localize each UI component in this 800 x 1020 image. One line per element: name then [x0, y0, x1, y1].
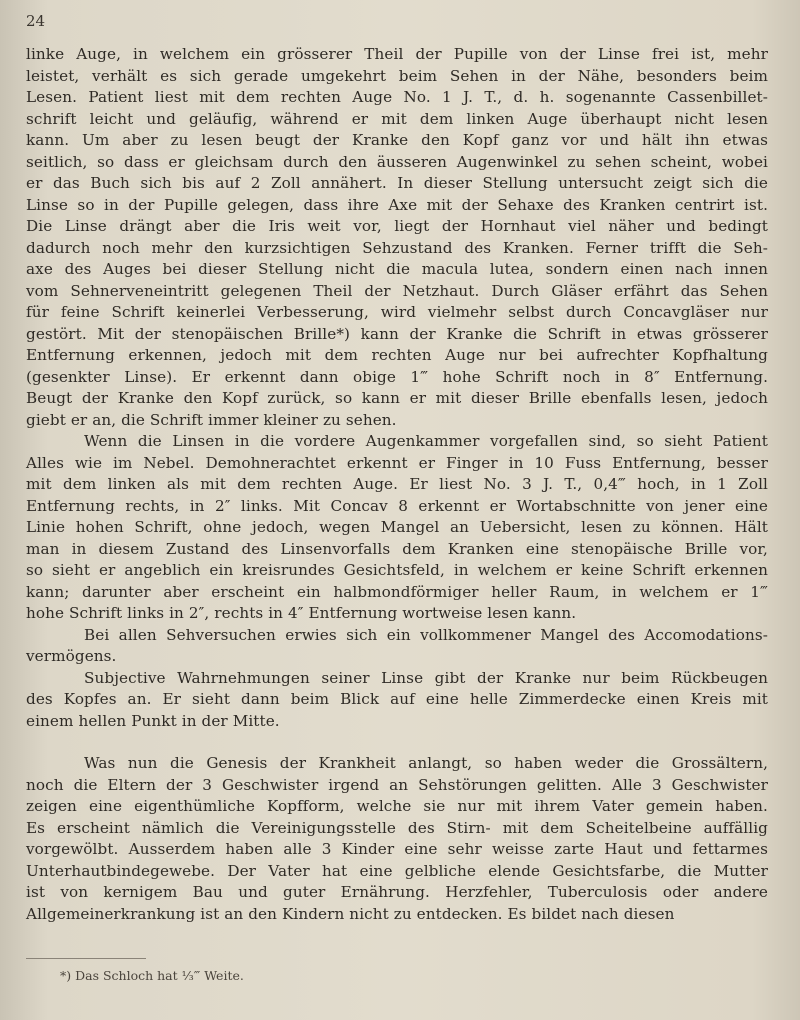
paragraph	[26, 668, 768, 733]
paragraph	[26, 625, 768, 668]
text-line: Beugt der Kranke den Kopf zurück, so kann er mit dieser Brille ebenfalls lesen, jedoch	[26, 389, 768, 407]
text-line: ist von kernigem Bau und guter Ernährung. Herzfehler, Tuberculosis oder andere	[26, 883, 768, 901]
body-text	[26, 44, 768, 925]
text-line: für feine Schrift keinerlei Verbesserung, wird vielmehr selbst durch Concavgläser nur	[26, 303, 768, 321]
text-line: Es erscheint nämlich die Vereinigungsstelle des Stirn- mit dem Scheitelbeine auffällig	[26, 818, 768, 837]
text-line: linke Auge, in welchem ein grösserer Theil der Pupille von der Linse frei ist, mehr	[26, 45, 768, 63]
text-line: kann. Um aber zu lesen beugt der Kranke den Kopf ganz vor und hält ihn etwas	[26, 131, 768, 149]
text-line: Entfernung rechts, in 2″ links. Mit Concav 8 erkennt er Wortabschnitte von jener eine	[26, 496, 768, 515]
text-line: man in diesem Zustand des Linsenvorfalls dem Kranken eine stenopäische Brille vor,	[26, 539, 768, 558]
text-line: so sieht er angeblich ein kreisrundes Gesichtsfeld, in welchem er keine Schrift erkennen	[26, 561, 768, 579]
text-line: Unterhautbindegewebe. Der Vater hat eine gelbliche elende Gesichtsfarbe, die Mutter	[26, 861, 768, 880]
text-line: Wenn die Linsen in die vordere Augenkammer vorgefallen sind, so sieht Patient	[84, 432, 768, 450]
text-line: Alles wie im Nebel. Demohnerachtet erkennt er Finger in 10 Fuss Entfernung, besser	[26, 453, 768, 472]
text-line: zeigen eine eigenthümliche Kopfform, welche sie nur mit ihrem Vater gemein haben.	[26, 797, 768, 815]
paragraph	[26, 44, 768, 431]
footnote-divider	[26, 958, 146, 959]
text-line: seitlich, so dass er gleichsam durch den äusseren Augenwinkel zu sehen scheint, wobei	[26, 152, 768, 171]
text-line: axe des Auges bei dieser Stellung nicht die macula lutea, sondern einen nach innen	[26, 260, 768, 278]
text-line: er das Buch sich bis auf 2 Zoll annähert. In dieser Stellung untersucht zeigt sich die	[26, 174, 768, 192]
text-line: vorgewölbt. Ausserdem haben alle 3 Kinder eine sehr weisse zarte Haut und fettarmes	[26, 840, 768, 858]
text-line: noch die Eltern der 3 Geschwister irgend an Sehstörungen gelitten. Alle 3 Geschwister	[26, 775, 768, 794]
paragraph	[26, 431, 768, 625]
text-line: einem hellen Punkt in der Mitte.	[26, 711, 280, 730]
text-line: Die Linse drängt aber die Iris weit vor, liegt der Hornhaut viel näher und bedingt	[26, 217, 768, 235]
text-line: hohe Schrift links in 2″, rechts in 4″ Entfernung wortweise lesen kann.	[26, 604, 577, 622]
text-line: Allgemeinerkrankung ist an den Kindern nicht zu entdecken. Es bildet nach diesen	[26, 904, 675, 923]
text-line: vermögens.	[26, 647, 117, 665]
page-number: 24	[26, 12, 46, 30]
paragraph-gap	[26, 732, 768, 753]
text-line: des Kopfes an. Er sieht dann beim Blick auf eine helle Zimmerdecke einen Kreis mit	[26, 690, 768, 708]
text-line: giebt er an, die Schrift immer kleiner zu sehen.	[26, 410, 397, 429]
text-line: (gesenkter Linse). Er erkennt dann obige 1‴ hohe Schrift noch in 8″ Entfernung.	[26, 367, 768, 386]
text-line: Linse so in der Pupille gelegen, dass ihre Axe mit der Sehaxe des Kranken centrirt ist.	[26, 195, 768, 214]
text-line: Entfernung erkennen, jedoch mit dem rechten Auge nur bei aufrechter Kopfhaltung	[26, 346, 768, 364]
footnote: *) Das Schloch hat ⅓‴ Weite.	[60, 968, 244, 983]
paragraph	[26, 753, 768, 925]
text-line: schrift leicht und geläufig, während er mit dem linken Auge überhaupt nicht lesen	[26, 109, 768, 128]
text-line: leistet, verhält es sich gerade umgekehrt beim Sehen in der Nähe, besonders beim	[26, 66, 768, 85]
text-line: dadurch noch mehr den kurzsichtigen Sehzustand des Kranken. Ferner trifft die Seh-	[26, 238, 768, 257]
text-line: vom Sehnerveneintritt gelegenen Theil der Netzhaut. Durch Gläser erfährt das Sehen	[26, 281, 768, 300]
text-line: gestört. Mit der stenopäischen Brille*) kann der Kranke die Schrift in etwas grösserer	[26, 324, 768, 343]
text-line: Linie hohen Schrift, ohne jedoch, wegen Mangel an Uebersicht, lesen zu können. Hält	[26, 518, 768, 536]
text-line: mit dem linken als mit dem rechten Auge. Er liest No. 3 J. T., 0,4‴ hoch, in 1 Zoll	[26, 475, 768, 493]
text-line: Lesen. Patient liest mit dem rechten Auge No. 1 J. T., d. h. sogenannte Cassenbillet-	[26, 88, 768, 106]
text-line: Subjective Wahrnehmungen seiner Linse gibt der Kranke nur beim Rückbeugen	[84, 668, 768, 687]
text-line: kann; darunter aber erscheint ein halbmondförmiger heller Raum, in welchem er 1‴	[26, 582, 768, 601]
text-line: Was nun die Genesis der Krankheit anlangt, so haben weder die Grossältern,	[84, 754, 768, 772]
text-line: Bei allen Sehversuchen erwies sich ein vollkommener Mangel des Accomodations-	[84, 625, 768, 644]
